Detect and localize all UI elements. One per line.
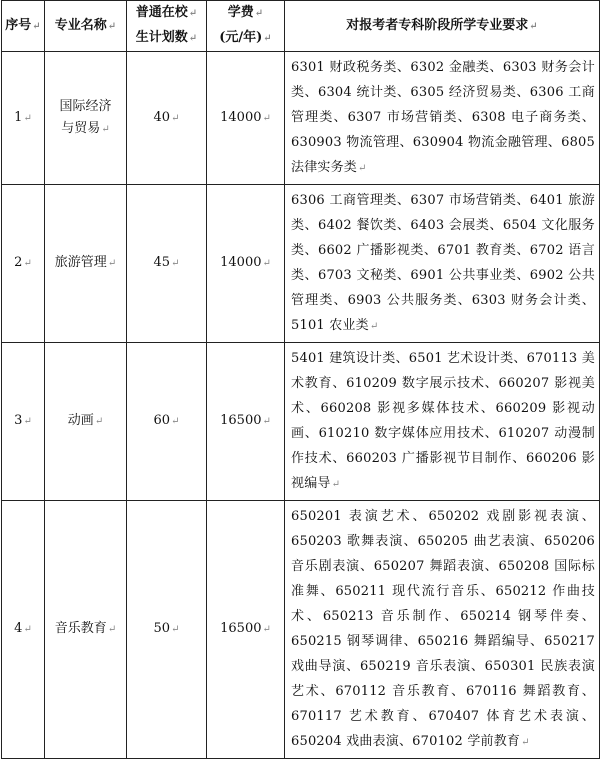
cell-fee: 16500↵ [207, 501, 285, 759]
cell-requirements: 6301 财政税务类、6302 金融类、6303 财务会计类、6304 统计类、6305 经济贸易类、6306 工商管理类、6307 市场营销类、6308 电子商务类、630903 物流管理、630904 物流金融管理、6805 法律实务类↵ [285, 52, 600, 185]
return-mark: ↵ [107, 258, 117, 269]
table-row [2, 501, 600, 759]
return-mark: ↵ [23, 416, 32, 427]
return-mark: ↵ [171, 258, 180, 269]
return-mark: ↵ [254, 8, 264, 19]
table-row [2, 52, 600, 185]
cell-plan: 40↵ [127, 52, 207, 185]
return-mark: ↵ [107, 624, 117, 635]
cell-major: 动画↵ [45, 343, 127, 501]
cell-plan: 60↵ [127, 343, 207, 501]
return-mark: ↵ [101, 123, 110, 135]
return-mark: ↵ [263, 33, 272, 44]
return-mark: ↵ [171, 624, 180, 635]
cell-major: 音乐教育↵ [45, 501, 127, 759]
header-plan: 普通在校↵ 生计划数↵ [127, 1, 207, 52]
cell-requirements: 650201 表演艺术、650202 戏剧影视表演、650203 歌舞表演、650205 曲艺表演、650206 音乐剧表演、650207 舞蹈表演、650208 国际标准舞、650211 现代流行音乐、650212 作曲技术、650213 音乐制作、650214 钢琴伴奏、650215 钢琴调律、650216 舞蹈编导、650217 戏曲导演、650219 音乐表演、650301 民族表演艺术、670112 音乐教育、670116 舞蹈教育、670117 艺术教育、670407 体育艺术表演、650204 戏曲表演、670102 学前教育↵ [285, 501, 600, 759]
return-mark: ↵ [529, 20, 538, 32]
header-fee: 学费↵ (元/年)↵ [207, 1, 285, 52]
header-index: 序号↵ [2, 1, 45, 52]
return-mark: ↵ [107, 20, 117, 32]
return-mark: ↵ [262, 258, 271, 269]
cell-requirements: 5401 建筑设计类、6501 艺术设计类、670113 美术教育、610209 数字展示技术、660207 影视美术、660208 影视多媒体技术、660209 影视动画、610210 数字媒体应用技术、610207 动漫制作技术、660203 广播影视节目制作、660206 影视编导↵ [285, 343, 600, 501]
return-mark: ↵ [262, 416, 271, 427]
cell-plan: 50↵ [127, 501, 207, 759]
return-mark: ↵ [94, 416, 104, 427]
return-mark: ↵ [331, 479, 341, 490]
cell-index: 3↵ [2, 343, 45, 501]
table-header-row [2, 1, 600, 52]
cell-major: 国际经济 与贸易↵ [45, 52, 127, 185]
cell-index: 4↵ [2, 501, 45, 759]
return-mark: ↵ [262, 624, 271, 635]
return-mark: ↵ [23, 258, 32, 269]
cell-index: 1↵ [2, 52, 45, 185]
cell-requirements: 6306 工商管理类、6307 市场营销类、6401 旅游类、6402 餐饮类、6403 会展类、6504 文化服务类、6602 广播影视类、6701 教育类、6702 语言类、6703 文秘类、6901 公共事业类、6902 公共管理类、6903 公共服务类、6303 财务会计类、5101 农业类↵ [285, 185, 600, 343]
return-mark: ↵ [23, 112, 32, 124]
table-row [2, 185, 600, 343]
return-mark: ↵ [32, 20, 41, 32]
cell-fee: 16500↵ [207, 343, 285, 501]
header-major: 专业名称↵ [45, 1, 127, 52]
cell-major: 旅游管理↵ [45, 185, 127, 343]
return-mark: ↵ [188, 33, 198, 44]
cell-fee: 14000↵ [207, 185, 285, 343]
return-mark: ↵ [23, 624, 32, 635]
majors-table [1, 0, 600, 759]
header-requirements: 对报考者专科阶段所学专业要求↵ [285, 1, 600, 52]
return-mark: ↵ [171, 416, 180, 427]
return-mark: ↵ [521, 737, 530, 748]
return-mark: ↵ [358, 163, 367, 174]
return-mark: ↵ [171, 112, 180, 124]
cell-fee: 14000↵ [207, 52, 285, 185]
table-row [2, 343, 600, 501]
return-mark: ↵ [262, 112, 271, 124]
return-mark: ↵ [369, 321, 379, 332]
cell-plan: 45↵ [127, 185, 207, 343]
return-mark: ↵ [188, 8, 198, 19]
cell-index: 2↵ [2, 185, 45, 343]
